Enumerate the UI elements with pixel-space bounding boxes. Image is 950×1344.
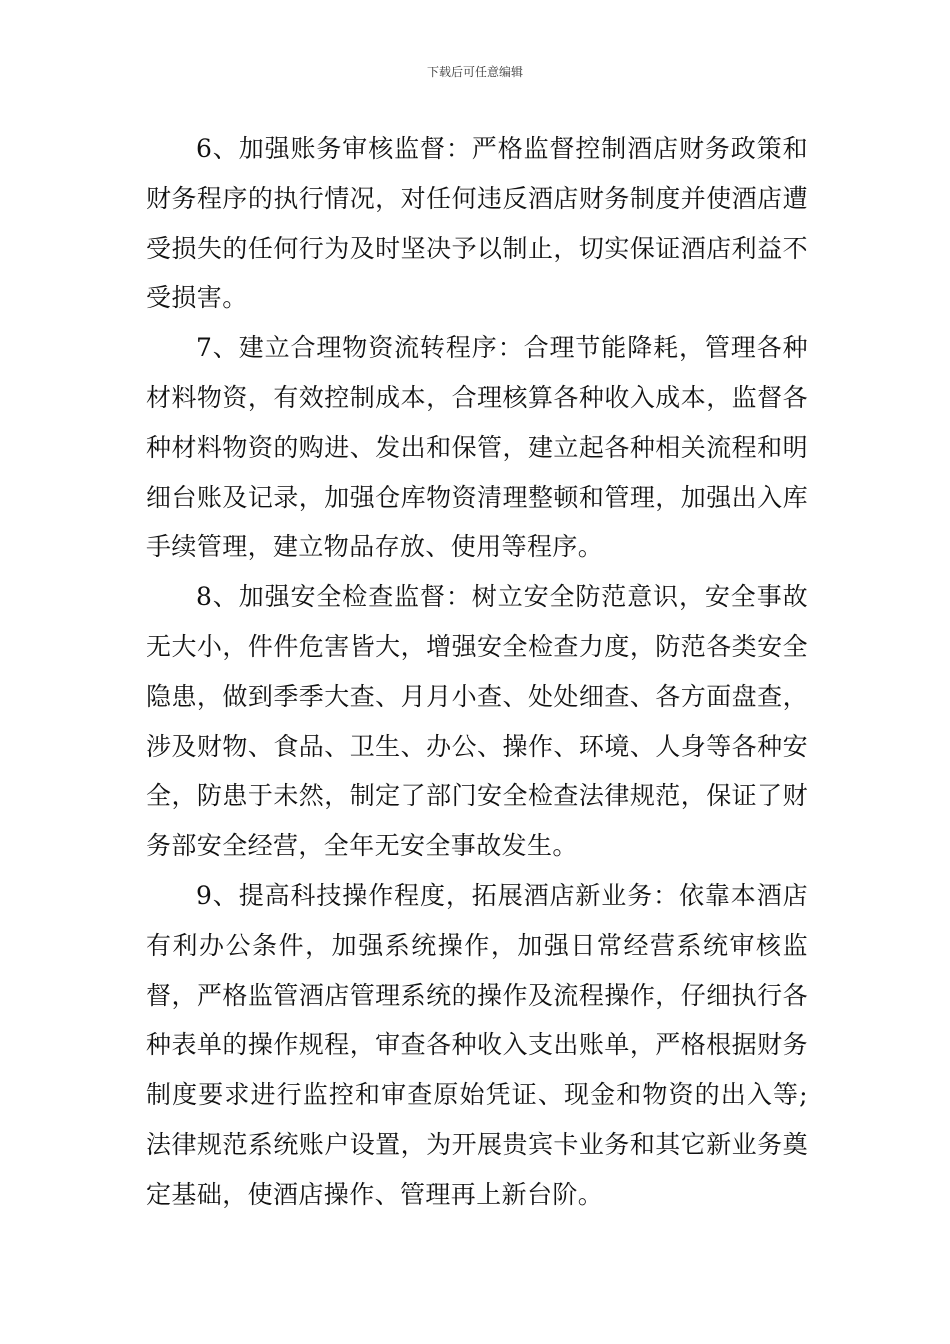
paragraph-6: 6、加强账务审核监督：严格监督控制酒店财务政策和财务程序的执行情况，对任何违反酒店财务制度并使酒店遭受损失的任何行为及时坚决予以制止，切实保证酒店利益不受损害。 (146, 134, 808, 313)
page-header: 下载后可任意编辑 (426, 65, 523, 79)
paragraph-7: 7、建立合理物资流转程序：合理节能降耗，管理各种材料物资，有效控制成本，合理核算各种收入成本，监督各种材料物资的购进、发出和保管，建立起各种相关流程和明细台账及记录，加强仓库物资清理整顿和管理，加强出入库手续管理，建立物品存放、使用等程序。 (146, 333, 808, 562)
paragraph-8: 8、加强安全检查监督：树立安全防范意识，安全事故无大小，件件危害皆大，增强安全检查力度，防范各类安全隐患，做到季季大查、月月小查、处处细查、各方面盘查，涉及财物、食品、卫生、办公、操作、环境、人身等各种安全，防患于未然，制定了部门安全检查法律规范，保证了财务部安全经营，全年无安全事故发生。 (146, 582, 808, 861)
document-body (146, 124, 808, 1220)
paragraph-9: 9、提高科技操作程度，拓展酒店新业务：依靠本酒店有利办公条件，加强系统操作，加强日常经营系统审核监督，严格监管酒店管理系统的操作及流程操作，仔细执行各种表单的操作规程，审查各种收入支出账单，严格根据财务制度要求进行监控和审查原始凭证、现金和物资的出入等;法律规范系统账户设置，为开展贵宾卡业务和其它新业务奠定基础，使酒店操作、管理再上新台阶。 (146, 880, 808, 1209)
